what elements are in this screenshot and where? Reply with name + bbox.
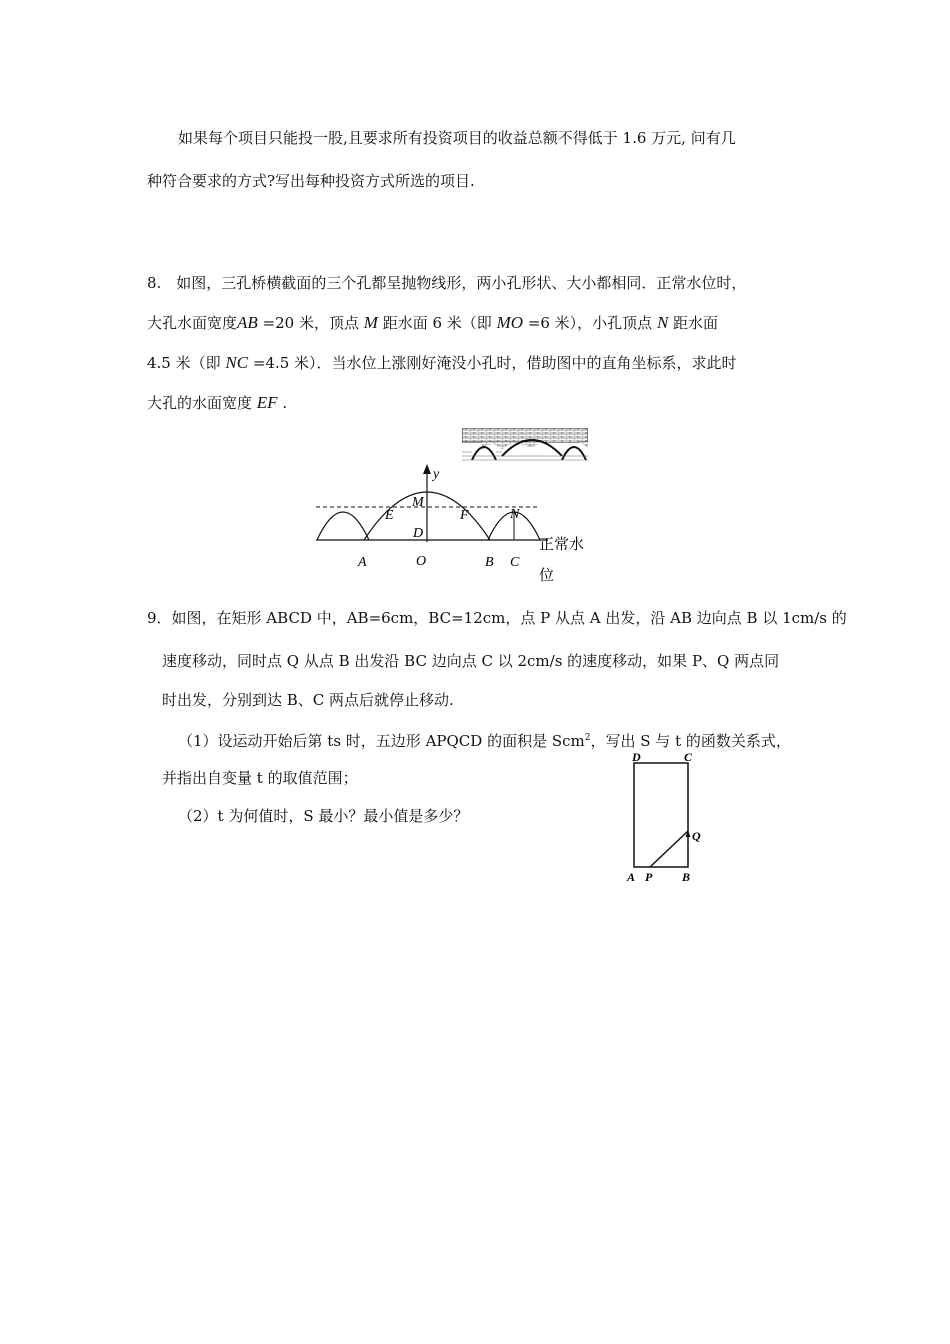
q8-line-1: 8. 如图，三孔桥横截面的三个孔都呈抛物线形，两小孔形状、大小都相同．正常水位时， — [147, 274, 747, 292]
point-m-label: M — [412, 495, 424, 510]
q9-text: ，写出 S 与 t 的函数关系式， — [590, 732, 791, 750]
q8-line-4 — [147, 393, 287, 413]
point-n-label: N — [510, 507, 520, 522]
q8-text: 距水面 6 米（即 — [377, 314, 497, 332]
rectangle-abcd-figure — [622, 747, 712, 887]
point-a-label: A — [627, 870, 636, 884]
q9-line-2: 速度移动，同时点 Q 从点 B 出发沿 BC 边向点 C 以 2cm/s 的速度移动，如果 P、Q 两点同 — [162, 652, 780, 670]
q9-line-3: 时出发，分别到达 B、C 两点后就停止移动. — [162, 691, 454, 709]
q8-text: 距水面 — [668, 314, 719, 332]
q9-line-1: 9．如图，在矩形 ABCD 中，AB=6cm，BC=12cm，点 P 从点 A 出发，沿 AB 边向点 B 以 1cm/s 的 — [147, 609, 847, 627]
q9-part1-line-2: 并指出自变量 t 的取值范围； — [162, 769, 358, 787]
water-level-label-line1: 正常水 — [539, 537, 585, 553]
point-o-label: O — [416, 554, 427, 569]
q7-line-1: 如果每个项目只能投一股,且要求所有投资项目的收益总额不得低于 1.6 万元, 问有几 — [178, 129, 736, 147]
q9-part2: （2）t 为何值时，S 最小？最小值是多少？ — [178, 807, 469, 825]
q8-var-nc: NC — [225, 353, 249, 372]
q8-text: =4.5 米）．当水位上涨刚好淹没小孔时，借助图中的直角坐标系，求此时 — [248, 354, 737, 372]
q8-text: =20 米，顶点 — [257, 314, 364, 332]
q7-line-2: 种符合要求的方式?写出每种投资方式所选的项目. — [147, 172, 475, 190]
q8-var-mo: MO — [496, 313, 524, 332]
left-small-arch — [317, 512, 369, 540]
q8-text: 大孔的水面宽度 — [147, 394, 257, 412]
water-level-label-line2: 位 — [539, 568, 555, 584]
q8-var-ab: AB — [237, 313, 258, 332]
segment-pq — [650, 831, 688, 867]
q8-var-n: N — [656, 313, 669, 332]
point-c-label: C — [510, 555, 520, 570]
q8-line-2 — [147, 313, 718, 333]
q8-text: 4.5 米（即 — [147, 354, 226, 372]
q8-text: . — [277, 394, 288, 412]
point-d-label: D — [413, 526, 424, 541]
bridge-coordinate-figure — [310, 462, 600, 587]
point-c-label: C — [684, 750, 693, 764]
point-f-label: F — [460, 508, 469, 523]
q8-text: 大孔水面宽度 — [147, 314, 238, 332]
q8-var-m: M — [363, 313, 378, 332]
point-b-label: B — [485, 555, 494, 570]
point-d-label: D — [632, 750, 641, 764]
q8-line-3 — [147, 353, 737, 373]
y-axis-arrow — [423, 464, 431, 474]
bridge-sketch-image — [462, 428, 588, 464]
rectangle-abcd — [634, 763, 688, 867]
q9-superscript: 2 — [584, 733, 591, 743]
point-q-label: Q — [692, 829, 701, 843]
point-e-label: E — [385, 508, 394, 523]
point-p-label: P — [645, 870, 653, 884]
y-axis-label: y — [433, 467, 440, 482]
q8-text: =6 米），小孔顶点 — [523, 314, 657, 332]
point-a-label: A — [358, 555, 367, 570]
q8-var-ef: EF — [256, 393, 278, 412]
q9-text: （1）设运动开始后第 ts 时，五边形 APQCD 的面积是 Scm — [178, 732, 585, 750]
point-b-label: B — [682, 870, 691, 884]
